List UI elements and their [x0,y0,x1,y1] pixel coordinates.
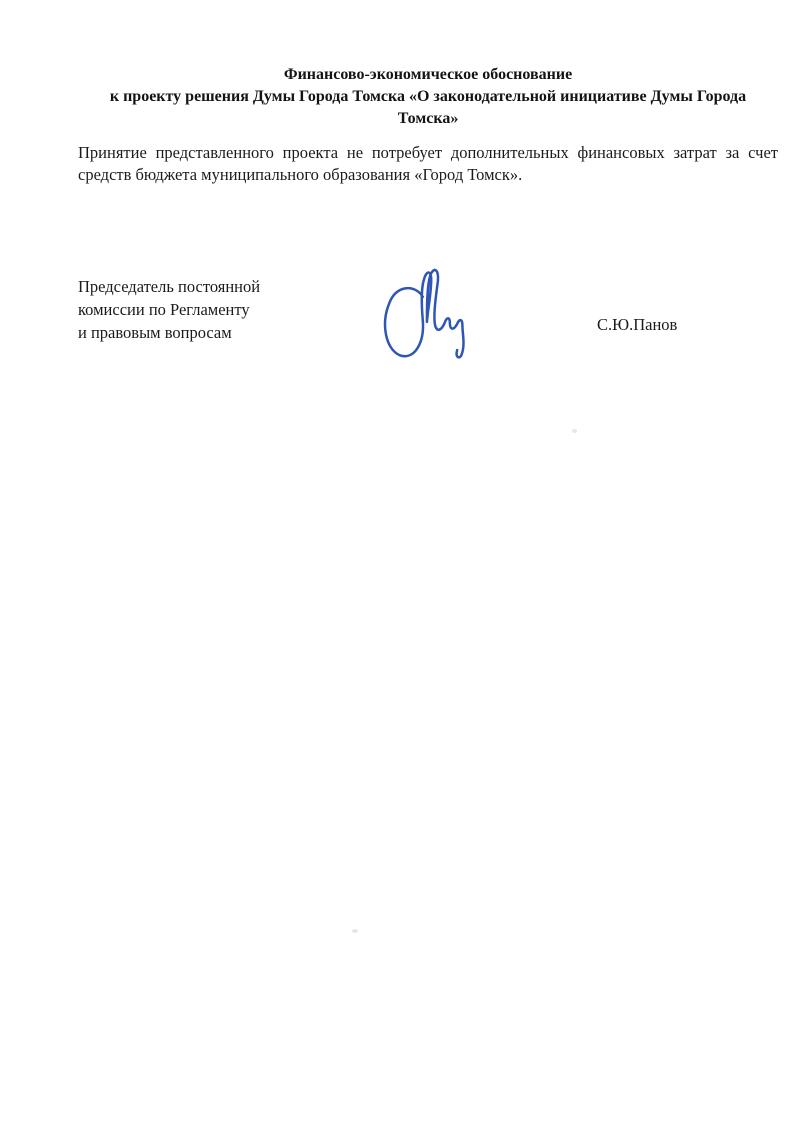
document-title-line: Финансово-экономическое обоснование [283,66,573,83]
scan-artifact-speck [352,929,358,933]
handwritten-signature [381,263,477,363]
signatory-position-title [78,275,338,344]
document-title-line: к проекту решения Думы Города Томска «О законодательной инициативе Думы Города [109,88,747,105]
signatory-position-line: комиссии по Регламенту [78,300,250,319]
body-text-line: средств бюджета муниципального образования «Город Томск». [78,165,523,184]
signatory-position-line: Председатель постоянной [78,277,261,296]
signatory-position-line: и правовым вопросам [78,323,232,342]
body-text-line: Принятие представленного проекта не потребует дополнительных финансовых затрат за счет [78,143,778,162]
document-title-line: Томска» [397,110,459,127]
document-title [78,64,778,130]
document-body-paragraph [78,142,778,186]
signature-ink-icon [381,263,477,363]
scan-artifact-speck [572,429,577,433]
signatory-name: С.Ю.Панов [597,315,678,334]
